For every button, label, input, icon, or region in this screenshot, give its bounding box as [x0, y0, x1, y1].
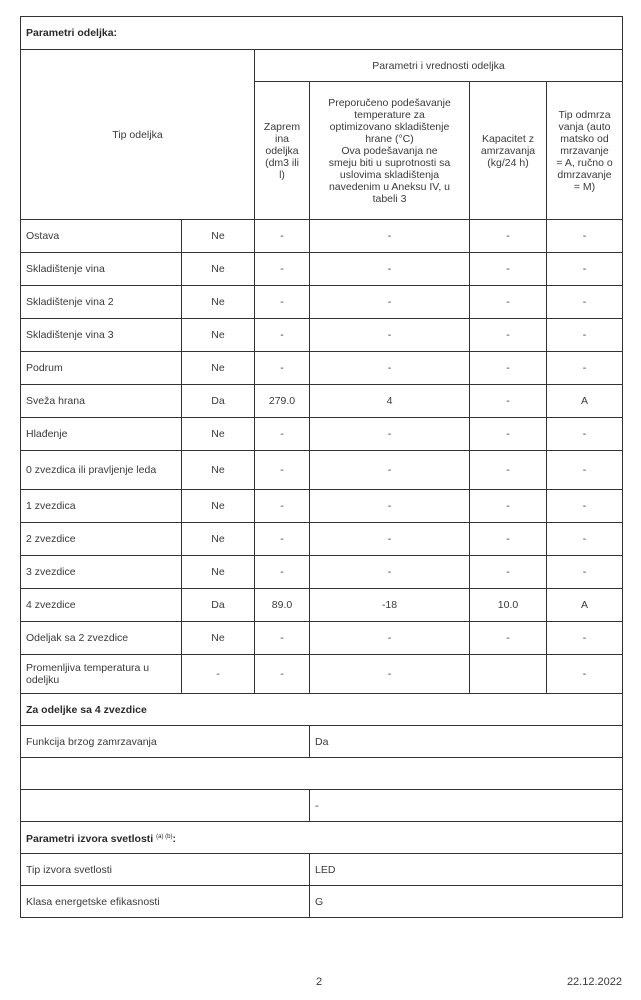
compartment-name: Skladištenje vina: [21, 253, 182, 286]
compartment-present: Da: [182, 589, 255, 622]
compartment-name: Skladištenje vina 2: [21, 286, 182, 319]
table-row: [21, 655, 623, 694]
compartment-parameters-sheet: [20, 16, 622, 918]
document-date: 22.12.2022: [566, 976, 622, 988]
energy-class-label: Klasa energetske efikasnosti: [21, 886, 310, 918]
compartment-temperature: -: [310, 418, 470, 451]
compartment-temperature: -: [310, 655, 470, 694]
compartment-volume: -: [255, 655, 310, 694]
blank-label-row: [21, 790, 623, 822]
compartment-name: 0 zvezdica ili pravljenje leda: [21, 451, 182, 490]
empty-row: [21, 758, 623, 790]
compartment-volume: -: [255, 451, 310, 490]
table-row: [21, 523, 623, 556]
compartment-defrost-type: -: [547, 352, 623, 385]
compartment-volume: -: [255, 286, 310, 319]
fast-freeze-row: [21, 726, 623, 758]
title-row: [21, 17, 623, 50]
compartment-volume: -: [255, 352, 310, 385]
compartment-freezing-capacity: -: [470, 523, 547, 556]
compartment-volume: -: [255, 418, 310, 451]
compartment-defrost-type: -: [547, 220, 623, 253]
compartment-name: 1 zvezdica: [21, 490, 182, 523]
footnote-marks: (a) (b): [156, 833, 173, 840]
compartment-temperature: -: [310, 220, 470, 253]
page-number: 2: [316, 976, 323, 988]
compartment-present: Ne: [182, 490, 255, 523]
light-source-type-label: Tip izvora svetlosti: [21, 854, 310, 886]
compartment-present: Ne: [182, 622, 255, 655]
header-tip-odeljka: Tip odeljka: [21, 50, 255, 220]
light-section-row: [21, 822, 623, 854]
header-recommended-temperature: Preporučeno podešavanje temperature za optimizovano skladištenje hrane (°C) Ova podešavanja ne smeju biti u suprotnosti sa uslovima skladištenja navedenim u Aneksu IV, u tabeli 3: [310, 82, 470, 220]
compartment-freezing-capacity: -: [470, 253, 547, 286]
fast-freeze-value: Da: [310, 726, 623, 758]
compartment-present: Ne: [182, 286, 255, 319]
compartment-temperature: -: [310, 490, 470, 523]
fast-freeze-label: Funkcija brzog zamrzavanja: [21, 726, 310, 758]
table-row: [21, 253, 623, 286]
compartment-present: Ne: [182, 319, 255, 352]
empty-cell: [21, 758, 623, 790]
compartment-volume: -: [255, 556, 310, 589]
compartment-name: Ostava: [21, 220, 182, 253]
compartment-volume: 89.0: [255, 589, 310, 622]
compartment-freezing-capacity: -: [470, 490, 547, 523]
compartment-temperature: -: [310, 451, 470, 490]
blank-label-cell: [21, 790, 310, 822]
compartment-volume: -: [255, 220, 310, 253]
table-row: [21, 490, 623, 523]
compartment-defrost-type: -: [547, 253, 623, 286]
compartment-defrost-type: A: [547, 589, 623, 622]
compartment-present: Ne: [182, 220, 255, 253]
energy-class-value: G: [310, 886, 623, 918]
light-section-title: [21, 822, 623, 854]
compartment-freezing-capacity: -: [470, 352, 547, 385]
compartment-defrost-type: -: [547, 655, 623, 694]
compartment-freezing-capacity: -: [470, 220, 547, 253]
compartment-name: Odeljak sa 2 zvezdice: [21, 622, 182, 655]
compartment-temperature: -: [310, 253, 470, 286]
header-volume: Zaprem ina odeljka (dm3 ili l): [255, 82, 310, 220]
compartment-present: Ne: [182, 556, 255, 589]
compartment-present: Da: [182, 385, 255, 418]
table-row: [21, 589, 623, 622]
compartment-freezing-capacity: -: [470, 622, 547, 655]
compartment-defrost-type: -: [547, 490, 623, 523]
compartment-present: Ne: [182, 253, 255, 286]
compartment-present: -: [182, 655, 255, 694]
header-freezing-capacity: Kapacitet z amrzavanja (kg/24 h): [470, 82, 547, 220]
section-title: Parametri odeljka:: [21, 17, 623, 50]
compartment-defrost-type: -: [547, 418, 623, 451]
light-source-type-row: [21, 854, 623, 886]
compartment-freezing-capacity: -: [470, 286, 547, 319]
compartment-volume: -: [255, 622, 310, 655]
compartment-parameters-table: [20, 16, 623, 918]
compartment-name: Podrum: [21, 352, 182, 385]
compartment-name: Sveža hrana: [21, 385, 182, 418]
compartment-present: Ne: [182, 352, 255, 385]
compartment-defrost-type: -: [547, 523, 623, 556]
compartment-volume: -: [255, 490, 310, 523]
compartment-present: Ne: [182, 523, 255, 556]
compartment-name: Skladištenje vina 3: [21, 319, 182, 352]
compartment-temperature: 4: [310, 385, 470, 418]
compartment-temperature: -: [310, 622, 470, 655]
compartment-temperature: -: [310, 319, 470, 352]
compartment-volume: -: [255, 523, 310, 556]
table-row: [21, 286, 623, 319]
compartment-freezing-capacity: 10.0: [470, 589, 547, 622]
group-header-row: [21, 50, 623, 82]
compartment-name: 2 zvezdice: [21, 523, 182, 556]
table-row: [21, 220, 623, 253]
compartment-freezing-capacity: [470, 655, 547, 694]
table-row: [21, 451, 623, 490]
table-row: [21, 556, 623, 589]
compartment-volume: -: [255, 253, 310, 286]
compartment-volume: -: [255, 319, 310, 352]
light-section-title-text: Parametri izvora svetlosti: [26, 832, 154, 845]
light-section-title-suffix: :: [172, 832, 176, 845]
compartment-temperature: -: [310, 556, 470, 589]
blank-value-cell: -: [310, 790, 623, 822]
compartment-defrost-type: A: [547, 385, 623, 418]
compartment-freezing-capacity: -: [470, 319, 547, 352]
four-star-section-title: Za odeljke sa 4 zvezdice: [21, 694, 623, 726]
compartment-defrost-type: -: [547, 556, 623, 589]
compartment-defrost-type: -: [547, 622, 623, 655]
compartment-name: 4 zvezdice: [21, 589, 182, 622]
compartment-freezing-capacity: -: [470, 385, 547, 418]
compartment-volume: 279.0: [255, 385, 310, 418]
table-row: [21, 385, 623, 418]
compartment-name: 3 zvezdice: [21, 556, 182, 589]
compartment-temperature: -: [310, 286, 470, 319]
compartment-freezing-capacity: -: [470, 418, 547, 451]
compartment-defrost-type: -: [547, 286, 623, 319]
compartment-name: Hlađenje: [21, 418, 182, 451]
table-row: [21, 352, 623, 385]
compartment-defrost-type: -: [547, 451, 623, 490]
header-group-parameters: Parametri i vrednosti odeljka: [255, 50, 623, 82]
table-row: [21, 622, 623, 655]
light-source-type-value: LED: [310, 854, 623, 886]
compartment-temperature: -: [310, 523, 470, 556]
compartment-freezing-capacity: -: [470, 556, 547, 589]
compartment-defrost-type: -: [547, 319, 623, 352]
table-row: [21, 418, 623, 451]
compartment-present: Ne: [182, 418, 255, 451]
compartment-name: Promenljiva temperatura u odeljku: [21, 655, 182, 694]
header-defrost-type: Tip odmrza vanja (auto matsko od mrzavanje = A, ručno o dmrzavanje = M): [547, 82, 623, 220]
four-star-section-row: [21, 694, 623, 726]
energy-class-row: [21, 886, 623, 918]
compartment-freezing-capacity: -: [470, 451, 547, 490]
compartment-present: Ne: [182, 451, 255, 490]
table-row: [21, 319, 623, 352]
compartment-temperature: -: [310, 352, 470, 385]
compartment-temperature: -18: [310, 589, 470, 622]
